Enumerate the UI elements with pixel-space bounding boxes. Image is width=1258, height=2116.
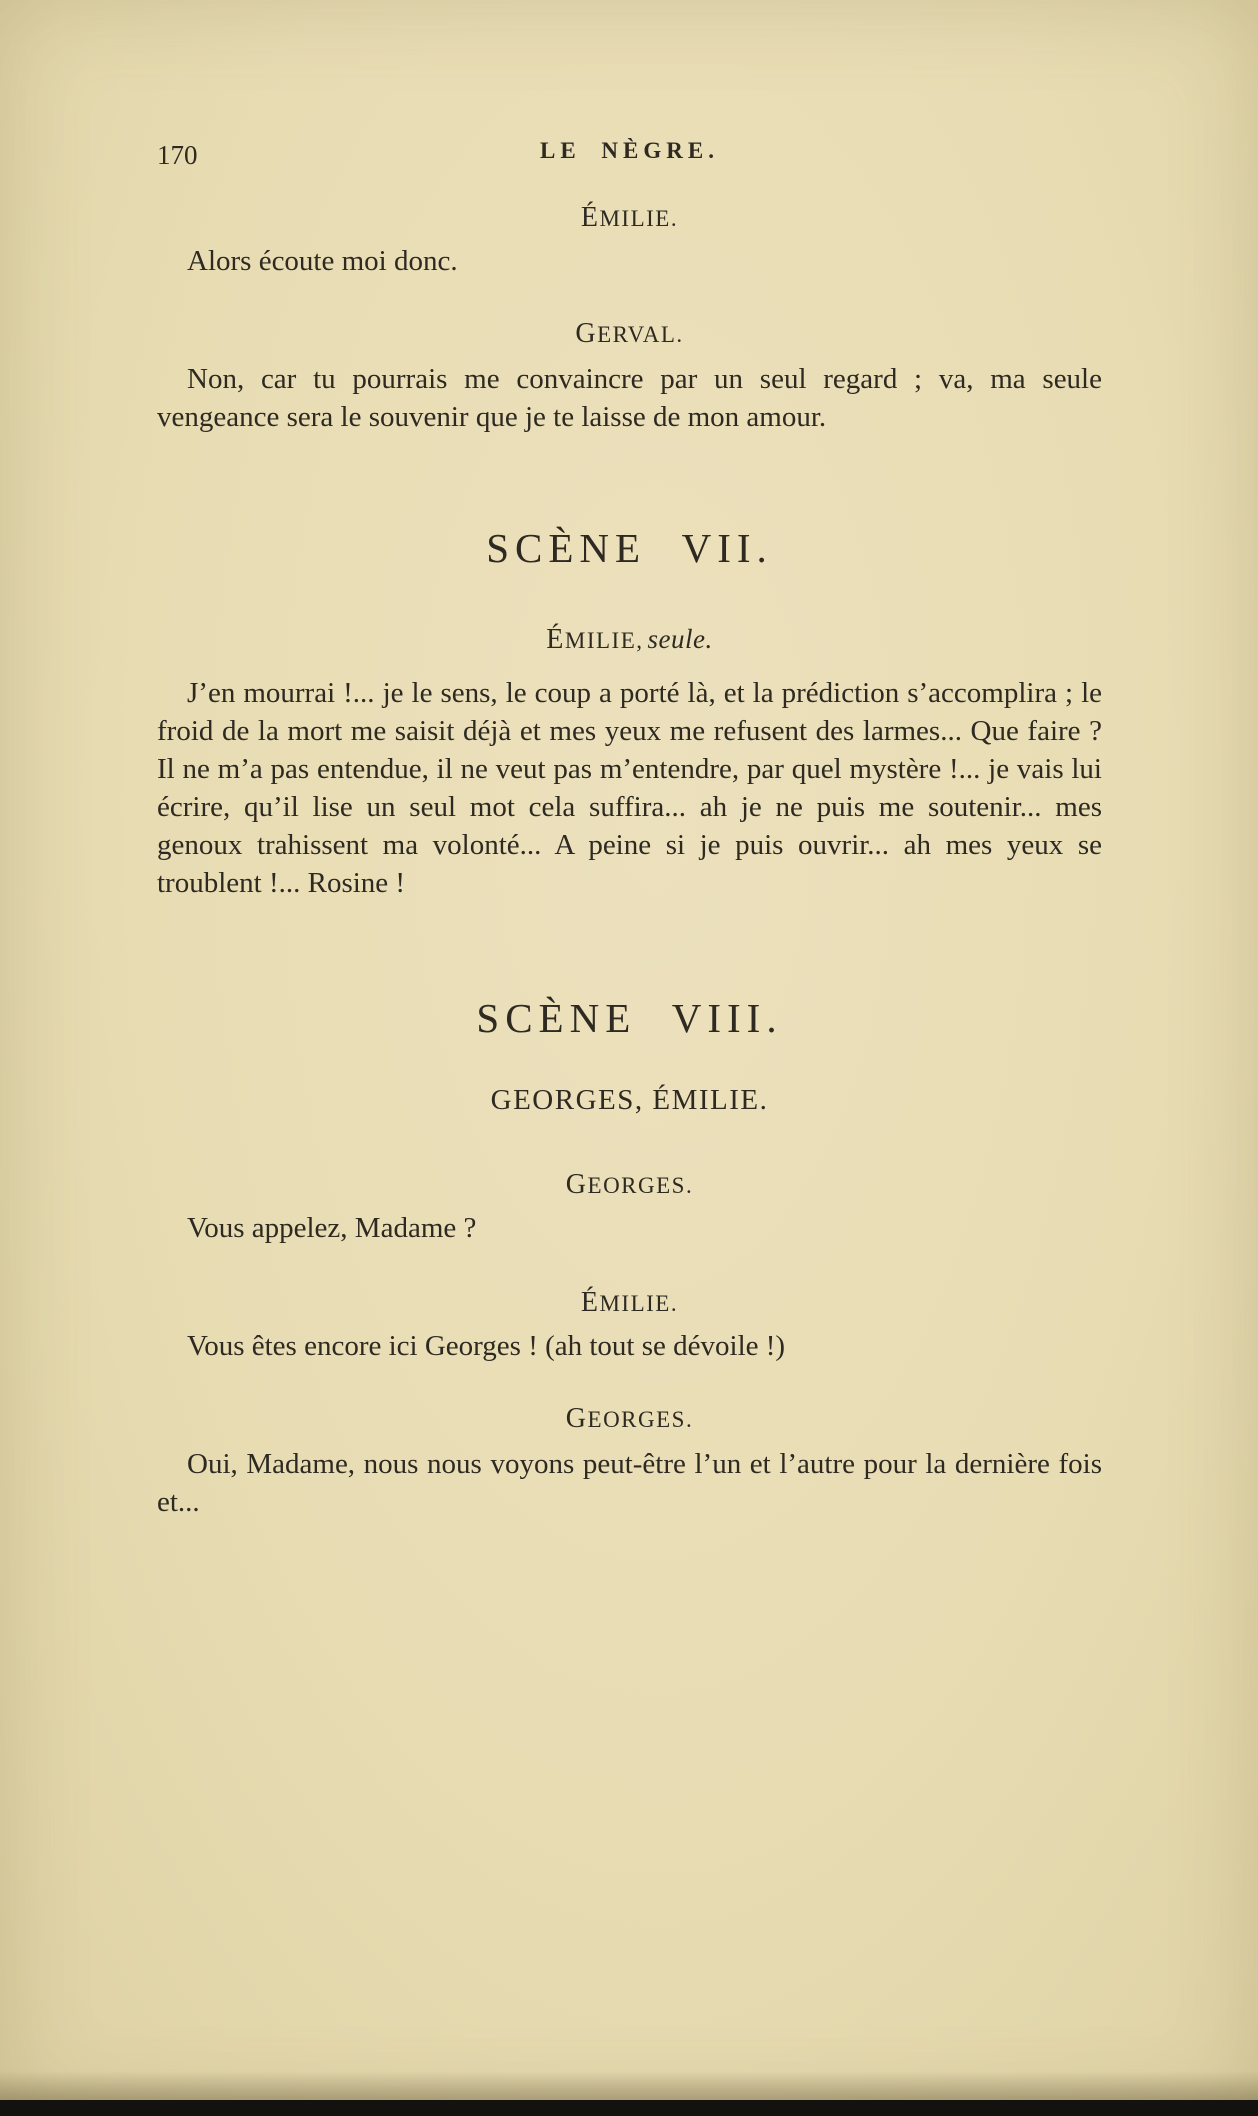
- page-bottom-shadow: [0, 2071, 1258, 2101]
- dialogue-line: Vous appelez, Madame ?: [187, 1212, 477, 1244]
- scan-edge-bottom: [0, 2100, 1258, 2116]
- scene-title-viii: SCÈNE VIII.: [476, 995, 783, 1041]
- scene-viii-characters: GEORGES, ÉMILIE.: [490, 1084, 769, 1116]
- running-title: LE NÈGRE.: [540, 138, 719, 163]
- stage-direction: seule.: [647, 624, 713, 654]
- speaker-heading-emilie: ÉMILIE.: [580, 202, 679, 233]
- dialogue-line: Vous êtes encore ici Georges ! (ah tout se dévoile !): [187, 1330, 786, 1362]
- speaker-heading-gerval: GERVAL.: [575, 318, 684, 349]
- speaker-name-emilie: ÉMILIE,: [546, 624, 644, 655]
- speaker-heading-emilie: ÉMILIE.: [580, 1287, 679, 1318]
- scene-vii-characters: [157, 624, 1102, 656]
- scene-title-vii: SCÈNE VII.: [486, 525, 773, 571]
- speaker-heading-georges: GEORGES.: [565, 1403, 694, 1434]
- dialogue-paragraph: Non, car tu pourrais me convaincre par un seul regard ; va, ma seule vengeance sera le souvenir que je te laisse de mon amour.: [157, 363, 1102, 433]
- monologue-paragraph: J’en mourrai !... je le sens, le coup a porté là, et la prédiction s’accomplira ; le froid de la mort me saisit déjà et mes yeux me refusent des larmes... Que faire ? Il ne m’a pas entendue, il ne veut pas m’entendre, par quel mystère !... je vais lui écrire, qu’il lise un seul mot cela suffira... ah je ne puis me soutenir... mes genoux trahissent ma volonté... A peine si je puis ouvrir... ah mes yeux se troublent !... Rosine !: [157, 677, 1102, 899]
- speaker-heading-georges: GEORGES.: [565, 1169, 694, 1200]
- dialogue-paragraph: Oui, Madame, nous nous voyons peut-être l’un et l’autre pour la dernière fois et...: [157, 1448, 1102, 1518]
- page-header: [157, 138, 1102, 172]
- dialogue-line: Alors écoute moi donc.: [187, 245, 458, 277]
- page-number: 170: [157, 140, 198, 170]
